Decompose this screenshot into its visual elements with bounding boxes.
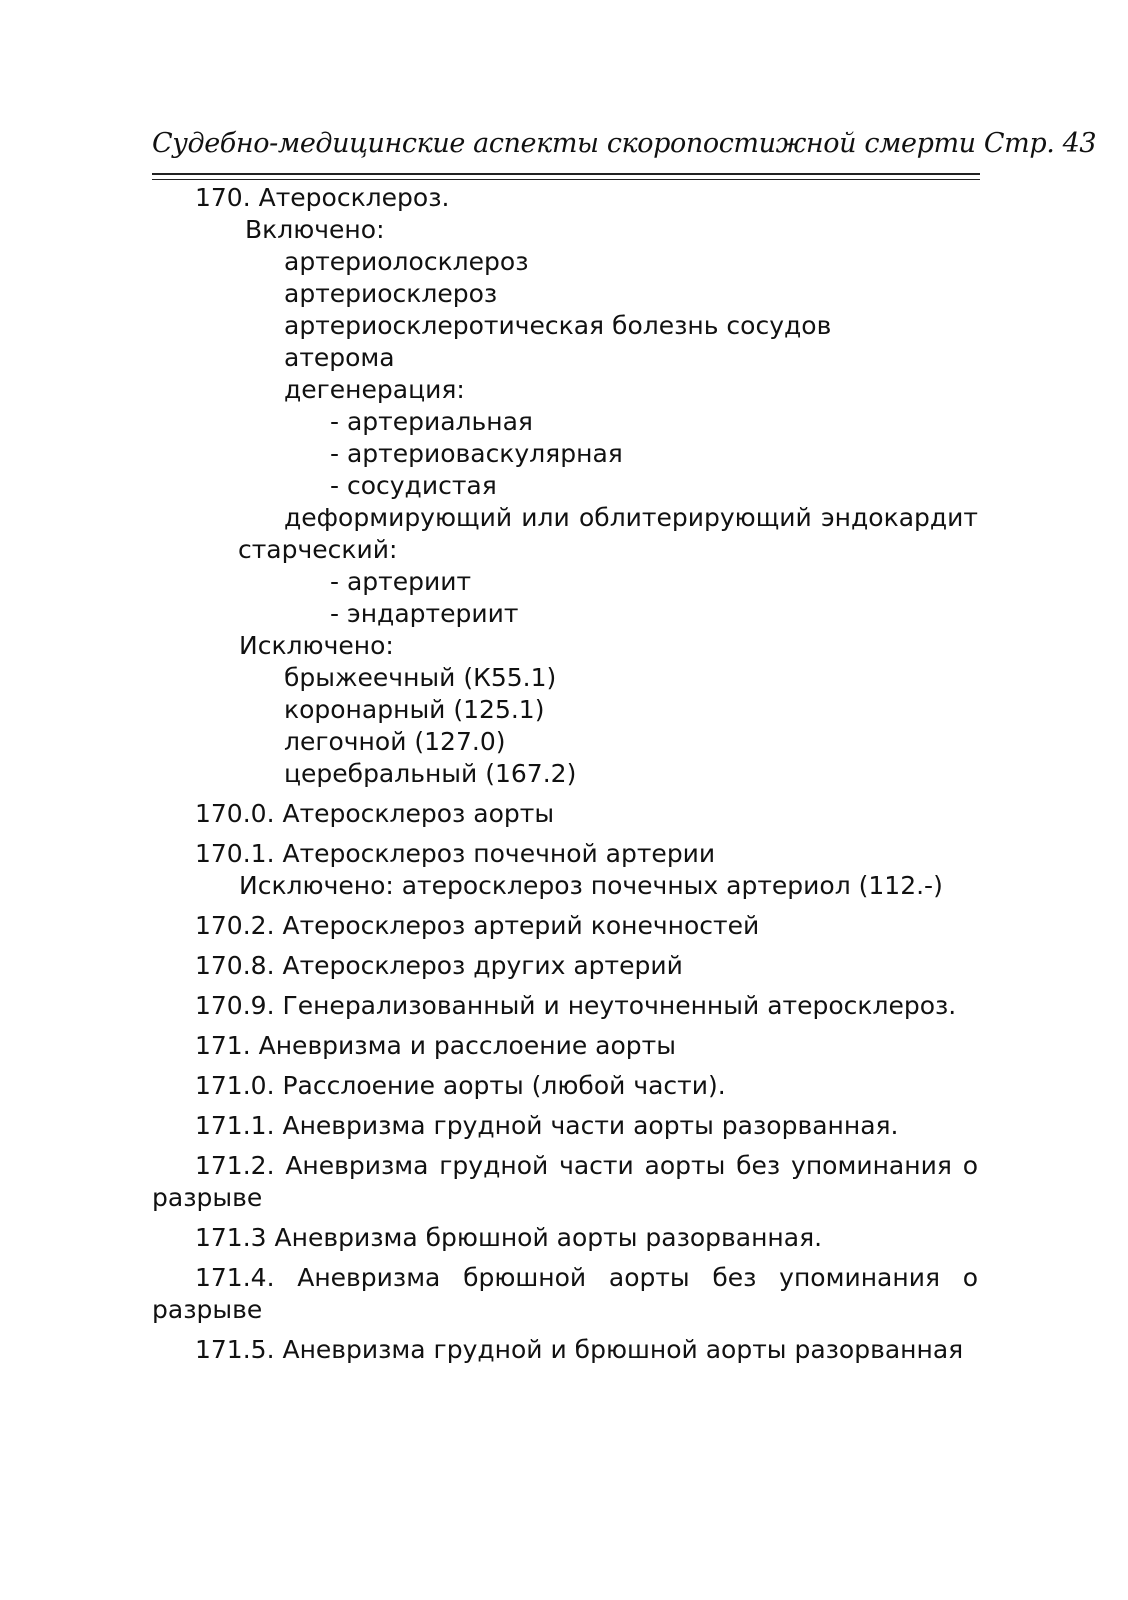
entry-170-9: 170.9. Генерализованный и неуточненный атеросклероз. [195,991,957,1020]
list-item: дегенерация: [284,375,465,404]
list-item-wrapped: деформирующий или облитерирующий эндокардит старческий: [238,503,978,564]
list-item: артериосклеротическая болезнь сосудов [284,311,832,340]
entry-170-0: 170.0. Атеросклероз аорты [195,799,555,828]
entry-171-3: 171.3 Аневризма брюшной аорты разорванная. [195,1223,823,1252]
page-body [152,182,978,1366]
excluded-label: Исключено: [239,631,394,660]
entry-170-1: 170.1. Атеросклероз почечной артерии [195,839,716,868]
list-subitem: - сосудистая [330,471,497,500]
list-subitem: - артериальная [330,407,533,436]
list-item: артериосклероз [284,279,498,308]
header-rule-thick [152,173,980,175]
entry-171-2: 171.2. Аневризма грудной части аорты без упоминания о разрыве [152,1151,978,1212]
list-item: артериолосклероз [284,247,529,276]
header-rule-thin [152,179,980,180]
entry-170-2: 170.2. Атеросклероз артерий конечностей [195,911,760,940]
list-item: брыжеечный (К55.1) [284,663,557,692]
running-header: Судебно-медицинские аспекты скоропостижной смерти Стр. 43 [152,128,1097,159]
list-item: церебральный (167.2) [284,759,577,788]
list-subitem: - артериоваскулярная [330,439,623,468]
entry-171-heading: 171. Аневризма и расслоение аорты [195,1031,676,1060]
entry-171-0: 171.0. Расслоение аорты (любой части). [195,1071,726,1100]
entry-171-5: 171.5. Аневризма грудной и брюшной аорты разорванная [195,1335,964,1364]
entry-171-4: 171.4. Аневризма брюшной аорты без упоминания о разрыве [152,1263,978,1324]
included-label: Включено: [245,215,385,244]
list-item: коронарный (125.1) [284,695,545,724]
entry-170-heading: 170. Атеросклероз. [195,183,450,212]
list-subitem: - артериит [330,567,472,596]
list-item: атерома [284,343,395,372]
list-subitem: - эндартериит [330,599,519,628]
entry-170-1-note: Исключено: атеросклероз почечных артериол (112.-) [239,871,943,900]
entry-170-8: 170.8. Атеросклероз других артерий [195,951,683,980]
entry-171-1: 171.1. Аневризма грудной части аорты разорванная. [195,1111,899,1140]
list-item: легочной (127.0) [284,727,506,756]
